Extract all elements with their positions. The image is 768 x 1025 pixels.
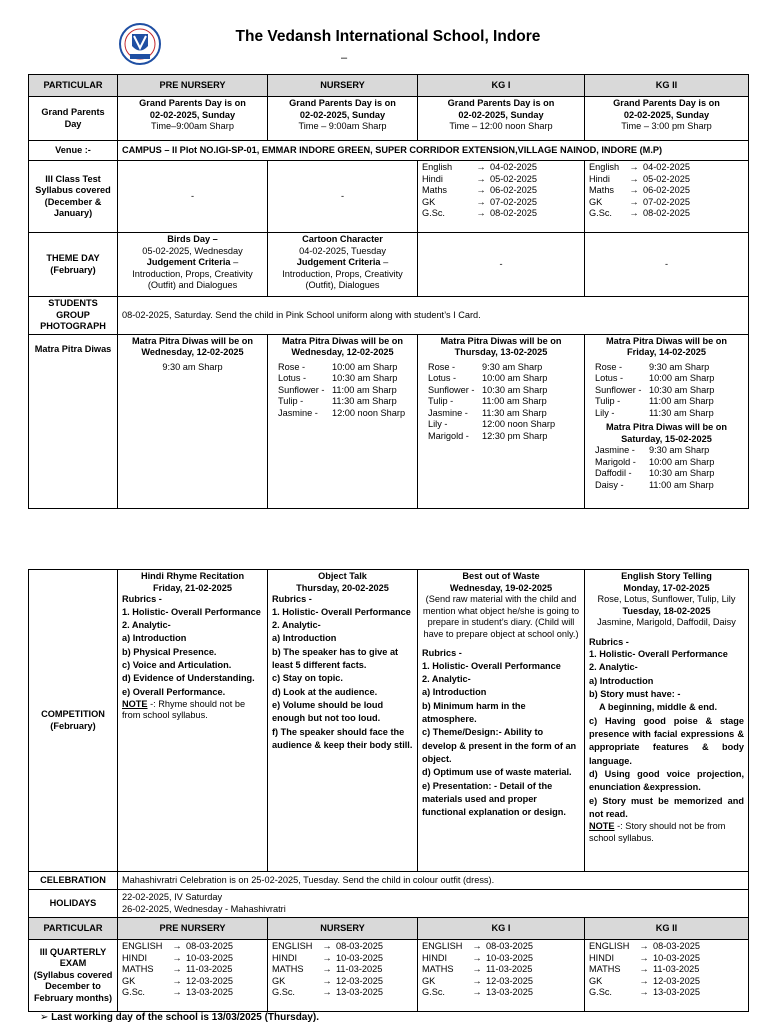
matra-pitra-nursery: Matra Pitra Diwas will be on Wednesday, 12-02-2025 Rose - 10:00 am Sharp Lotus - 10:30 am Sharp Sunflower - 11:00 am Sharp Tulip - 11:30 am Sharp Jasmine - 12:00 noon Sharp (268, 334, 418, 508)
celebration-text: Mahashivratri Celebration is on 25-02-2025, Tuesday. Send the child in colour outfit (dress). (118, 872, 749, 890)
list-item: Lotus - 10:30 am Sharp (278, 373, 398, 383)
row-label: III QUARTERLY EXAM (Syllabus covered December to February months) (29, 940, 118, 1012)
list-item: Tulip - 11:00 am Sharp (595, 396, 714, 406)
venue-address: CAMPUS – II Plot NO.IGI-SP-01, EMMAR INDORE GREEN, SUPER CORRIDOR EXTENSION,VILLAGE NAINOD, INDORE (M.P) (118, 141, 749, 161)
theme-day-pre-nursery: Birds Day – 05-02-2025, Wednesday Judgement Criteria – Introduction, Props, Creativity (Outfit) and Dialogues (118, 233, 268, 297)
last-working-day-note (40, 1012, 319, 1025)
list-item: MATHS → 11-03-2025 (422, 964, 533, 974)
competition-kg2: English Story Telling Monday, 17-02-2025 Rose, Lotus, Sunflower, Tulip, Lily Tuesday, 18-02-2025 Jasmine, Marigold, Daffodil, Daisy Rubrics - 1. Holistic- Overall Performance 2. Analytic- a) Introduction b) Story must have: - A beginning, middle & end. c) Having good poise & stage presence with facial expressions & appropriate features & body language. d) Using good voice projection, enunciation &expression. e) Story must be memorized and not read. NOTE -: Story should not be from school syllabus. (585, 570, 749, 872)
list-item: HINDI → 10-03-2025 (422, 952, 533, 963)
row-label: STUDENTS GROUP PHOTOGRAPH (29, 297, 118, 335)
table-row-group-photo (29, 297, 749, 335)
col-nursery: NURSERY (268, 75, 418, 97)
list-item: G.Sc. → 13-03-2025 (422, 987, 533, 997)
list-item: GK → 12-03-2025 (122, 975, 233, 986)
list-item: Rose - 9:30 am Sharp (595, 361, 710, 372)
table-row-class-test (29, 161, 749, 233)
holidays-text: 22-02-2025, IV Saturday 26-02-2025, Wednesday - Mahashivratri (118, 890, 749, 918)
table-row-matra-pitra (29, 334, 749, 508)
competition-kg1: Best out of Waste Wednesday, 19-02-2025 (Send raw material with the child and mention what object he/she is going to prepare in student’s diary. (Child will have to prepare object at school only.) Rubrics - 1. Holistic- Overall Performance 2. Analytic- a) Introduction b) Minimum harm in the atmosphere. c) Theme/Design:- Ability to develop & present in the form of an object. d) Optimum use of waste material. e) Presentation: - Detail of the materials used and proper functional explanation or design. (418, 570, 585, 872)
table-row-venue (29, 141, 749, 161)
list-item: GK → 12-03-2025 (589, 975, 700, 986)
row-label: Grand Parents Day (29, 97, 118, 141)
title-dash: – (341, 52, 348, 64)
note-text: Last working day of the school is 13/03/2025 (Thursday). (51, 1012, 320, 1023)
list-item: Rose - 9:30 am Sharp (428, 361, 543, 372)
list-item: G.Sc. → 13-03-2025 (272, 987, 383, 997)
list-item: ENGLISH → 08-03-2025 (422, 941, 533, 951)
list-item: Hindi → 05-02-2025 (422, 173, 537, 184)
list-item: Marigold - 12:30 pm Sharp (428, 430, 548, 441)
col-kg1: KG I (418, 918, 585, 940)
matra-pitra-kg1: Matra Pitra Diwas will be on Thursday, 13-02-2025 Rose - 9:30 am Sharp Lotus - 10:00 am Sharp Sunflower - 10:30 am Sharp Tulip - 11:00 am Sharp Jasmine - 11:30 am Sharp Lily - 12:00 noon Sharp Marigold - 12:30 pm Sharp (418, 334, 585, 508)
list-item: Tulip - 11:00 am Sharp (428, 396, 547, 406)
matra-pitra-pre-nursery: Matra Pitra Diwas will be on Wednesday, 12-02-2025 9:30 am Sharp (118, 334, 268, 508)
list-item: Tulip - 11:30 am Sharp (278, 396, 397, 406)
list-item: Jasmine - 11:30 am Sharp (428, 407, 547, 418)
list-item: Sunflower - 11:00 am Sharp (278, 384, 397, 395)
list-item: G.Sc. → 08-02-2025 (589, 208, 690, 218)
list-item: ENGLISH → 08-03-2025 (272, 941, 383, 951)
row-label: Matra Pitra Diwas (29, 334, 118, 508)
theme-day-nursery: Cartoon Character 04-02-2025, Tuesday Judgement Criteria – Introduction, Props, Creativity (Outfit), Dialogues (268, 233, 418, 297)
list-item: HINDI → 10-03-2025 (589, 952, 700, 963)
list-item: GK → 07-02-2025 (589, 196, 690, 207)
table-row-competition (29, 570, 749, 872)
list-item: Lily - 12:00 noon Sharp (428, 419, 556, 429)
table-header-row (29, 75, 749, 97)
list-item: Marigold - 10:00 am Sharp (595, 456, 715, 467)
list-item: Lily - 11:30 am Sharp (595, 407, 714, 418)
competition-pre-nursery: Hindi Rhyme Recitation Friday, 21-02-2025 Rubrics - 1. Holistic- Overall Performance 2. Analytic- a) Introduction b) Physical Presence. c) Voice and Articulation. d) Evidence of Understanding. e) Overall Performance. NOTE -: Rhyme should not be from school syllabus. (118, 570, 268, 872)
competition-nursery: Object Talk Thursday, 20-02-2025 Rubrics - 1. Holistic- Overall Performance 2. Analytic- a) Introduction b) The speaker has to give at least 5 different facts. c) Stay on topic. d) Look at the audience. e) Volume should be loud enough but not too loud. f) The speaker should face the audience & keep their body still. (268, 570, 418, 872)
row-label: COMPETITION (February) (29, 570, 118, 872)
col-kg2: KG II (585, 75, 749, 97)
class-test-pre-nursery: - (118, 161, 268, 233)
list-item: English → 04-02-2025 (589, 162, 690, 172)
school-name: The Vedansh International School, Indore (235, 28, 541, 45)
col-kg2: KG II (585, 918, 749, 940)
col-nursery: NURSERY (268, 918, 418, 940)
list-item: ENGLISH → 08-03-2025 (122, 941, 233, 951)
list-item: Lotus - 10:00 am Sharp (428, 373, 548, 383)
list-item: Maths → 06-02-2025 (589, 185, 690, 195)
matra-pitra-kg2: Matra Pitra Diwas will be on Friday, 14-02-2025 Rose - 9:30 am Sharp Lotus - 10:00 am Sharp Sunflower - 10:30 am Sharp Tulip - 11:00 am Sharp Lily - 11:30 am Sharp Matra Pitra Diwas will be on Saturday, 15-02-2025 Jasmine - 9:30 am Sharp Marigold - 10:00 am Sharp Daffodil - 10:30 am Sharp Daisy - 11:00 am Sharp (585, 334, 749, 508)
table-row-grand-parents (29, 97, 749, 141)
list-item: Daisy - 11:00 am Sharp (595, 479, 714, 490)
grand-parents-nursery: Grand Parents Day is on 02-02-2025, Sunday Time – 9:00am Sharp (268, 97, 418, 141)
row-label: THEME DAY (February) (29, 233, 118, 297)
row-label: III Class Test Syllabus covered (December & January) (29, 161, 118, 233)
table-header-row (29, 918, 749, 940)
quarterly-kg2 (585, 940, 749, 1012)
list-item: Hindi → 05-02-2025 (589, 173, 690, 184)
class-test-kg1 (418, 161, 585, 233)
quarterly-kg1 (418, 940, 585, 1012)
table-row-celebration (29, 872, 749, 890)
table-row-quarterly-exam (29, 940, 749, 1012)
col-particular: PARTICULAR (29, 75, 118, 97)
list-item: MATHS → 11-03-2025 (122, 964, 233, 974)
schedule-table-february (28, 74, 749, 509)
grand-parents-kg1: Grand Parents Day is on 02-02-2025, Sunday Time – 12:00 noon Sharp (418, 97, 585, 141)
list-item: Jasmine - 9:30 am Sharp (595, 445, 710, 455)
row-label: Venue :- (29, 141, 118, 161)
bullet-arrow-icon: ➢ (40, 1012, 49, 1023)
table-row-theme-day (29, 233, 749, 297)
row-label: CELEBRATION (29, 872, 118, 890)
list-item: Maths → 06-02-2025 (422, 185, 537, 195)
col-particular: PARTICULAR (29, 918, 118, 940)
list-item: G.Sc. → 13-03-2025 (589, 987, 700, 997)
quarterly-nursery (268, 940, 418, 1012)
grand-parents-kg2: Grand Parents Day is on 02-02-2025, Sunday Time – 3:00 pm Sharp (585, 97, 749, 141)
list-item: Daffodil - 10:30 am Sharp (595, 468, 715, 478)
schedule-table-competition (28, 569, 749, 1012)
list-item: GK → 07-02-2025 (422, 196, 537, 207)
list-item: HINDI → 10-03-2025 (122, 952, 233, 963)
list-item: G.Sc. → 08-02-2025 (422, 208, 537, 218)
list-item: Jasmine - 12:00 noon Sharp (278, 407, 406, 418)
row-label: HOLIDAYS (29, 890, 118, 918)
list-item: MATHS → 11-03-2025 (272, 964, 383, 974)
grand-parents-pre-nursery: Grand Parents Day is on 02-02-2025, Sunday Time–9:00am Sharp (118, 97, 268, 141)
list-item: GK → 12-03-2025 (422, 975, 533, 986)
class-test-kg2 (585, 161, 749, 233)
table-row-holidays (29, 890, 749, 918)
theme-day-kg1: - (418, 233, 585, 297)
list-item: Rose - 10:00 am Sharp (278, 361, 398, 372)
list-item: Sunflower - 10:30 am Sharp (428, 384, 548, 395)
list-item: Lotus - 10:00 am Sharp (595, 373, 715, 383)
list-item: GK → 12-03-2025 (272, 975, 383, 986)
list-item: HINDI → 10-03-2025 (272, 952, 383, 963)
quarterly-pre-nursery (118, 940, 268, 1012)
col-pre-nursery: PRE NURSERY (118, 918, 268, 940)
list-item: English → 04-02-2025 (422, 162, 537, 172)
theme-day-kg2: - (585, 233, 749, 297)
list-item: ENGLISH → 08-03-2025 (589, 941, 700, 951)
group-photo-text: 08-02-2025, Saturday. Send the child in Pink School uniform along with student’s I Card. (118, 297, 749, 335)
col-kg1: KG I (418, 75, 585, 97)
list-item: MATHS → 11-03-2025 (589, 964, 700, 974)
list-item: G.Sc. → 13-03-2025 (122, 987, 233, 997)
list-item: Sunflower - 10:30 am Sharp (595, 384, 715, 395)
col-pre-nursery: PRE NURSERY (118, 75, 268, 97)
class-test-nursery: - (268, 161, 418, 233)
